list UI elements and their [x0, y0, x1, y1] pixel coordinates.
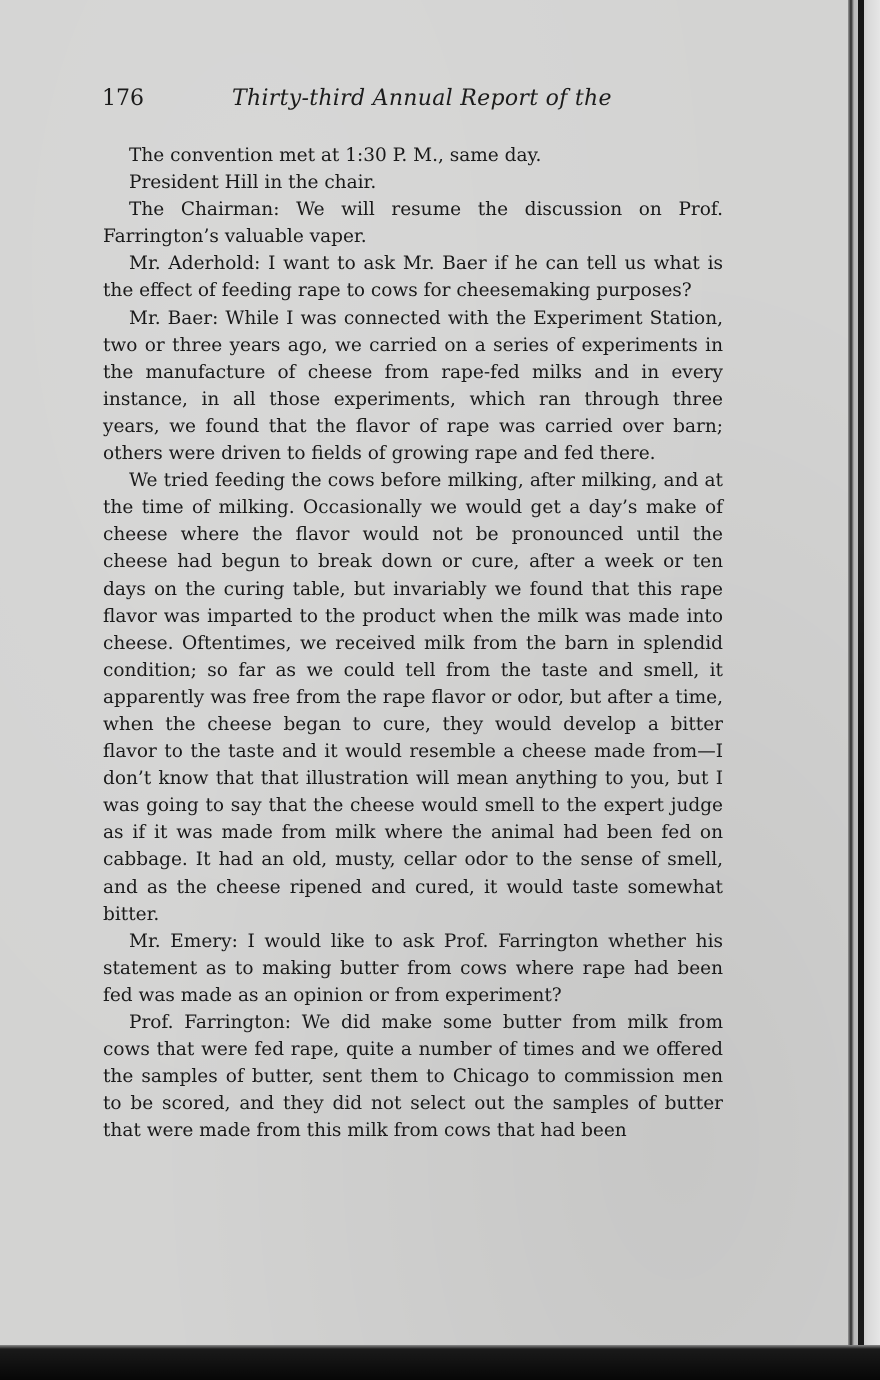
- paragraph-emery: Mr. Emery: I would like to ask Prof. Farrington whether his statement as to making butter from cows where rape had been fed was made as an opinion or from experiment?: [103, 930, 723, 1006]
- page-edge-bottom: [0, 1345, 880, 1380]
- page-number: 176: [102, 86, 144, 111]
- page-edge-right: [848, 0, 880, 1380]
- binding-shadow: [858, 0, 864, 1345]
- paragraph-baer: Mr. Baer: While I was connected with the Experiment Station, two or three years ago, we carried on a series of experiments in the manufacture of cheese from rape-fed milks and in every instance, in all those experiments, which ran through three years, we found that the flavor of rape was carried over barn; others were driven to fields of growing rape and fed there.: [103, 307, 723, 465]
- body-text: [103, 142, 723, 1144]
- paragraph-aderhold: Mr. Aderhold: I want to ask Mr. Baer if he can tell us what is the effect of feeding rape to cows for cheesemaking purposes?: [103, 253, 723, 302]
- paragraph-farrington: Prof. Farrington: We did make some butter from milk from cows that were fed rape, quite a number of times and we offered the samples of butter, sent them to Chicago to commission men to be scored, and they did not select out the samples of butter that were made from this milk from cows that had been: [103, 1012, 723, 1142]
- paragraph-president-chair: President Hill in the chair.: [129, 172, 377, 194]
- running-title: Thirty-third Annual Report of the: [232, 86, 612, 111]
- paragraph-chairman: The Chairman: We will resume the discussion on Prof. Farrington’s valuable vaper.: [103, 199, 723, 248]
- paragraph-feeding: We tried feeding the cows before milking, after milking, and at the time of milking. Occasionally we would get a day’s make of cheese where the flavor would not be pronounced until the cheese had begun to break down or cure, after a week or ten days on the curing table, but invariably we found that this rape flavor was imparted to the product when the milk was made into cheese. Oftentimes, we received milk from the barn in splendid condition; so far as we could tell from the taste and smell, it apparently was free from the rape flavor or odor, but after a time, when the cheese began to cure, they would develop a bitter flavor to the taste and it would resemble a cheese made from—I don’t know that that illustration will mean anything to you, but I was going to say that the cheese would smell to the expert judge as if it was made from milk where the animal had been fed on cabbage. It had an old, musty, cellar odor to the sense of smell, and as the cheese ripened and cured, it would taste somewhat bitter.: [103, 470, 723, 925]
- page-header: [102, 86, 722, 120]
- paragraph-convention-met: The convention met at 1:30 P. M., same day.: [129, 145, 542, 166]
